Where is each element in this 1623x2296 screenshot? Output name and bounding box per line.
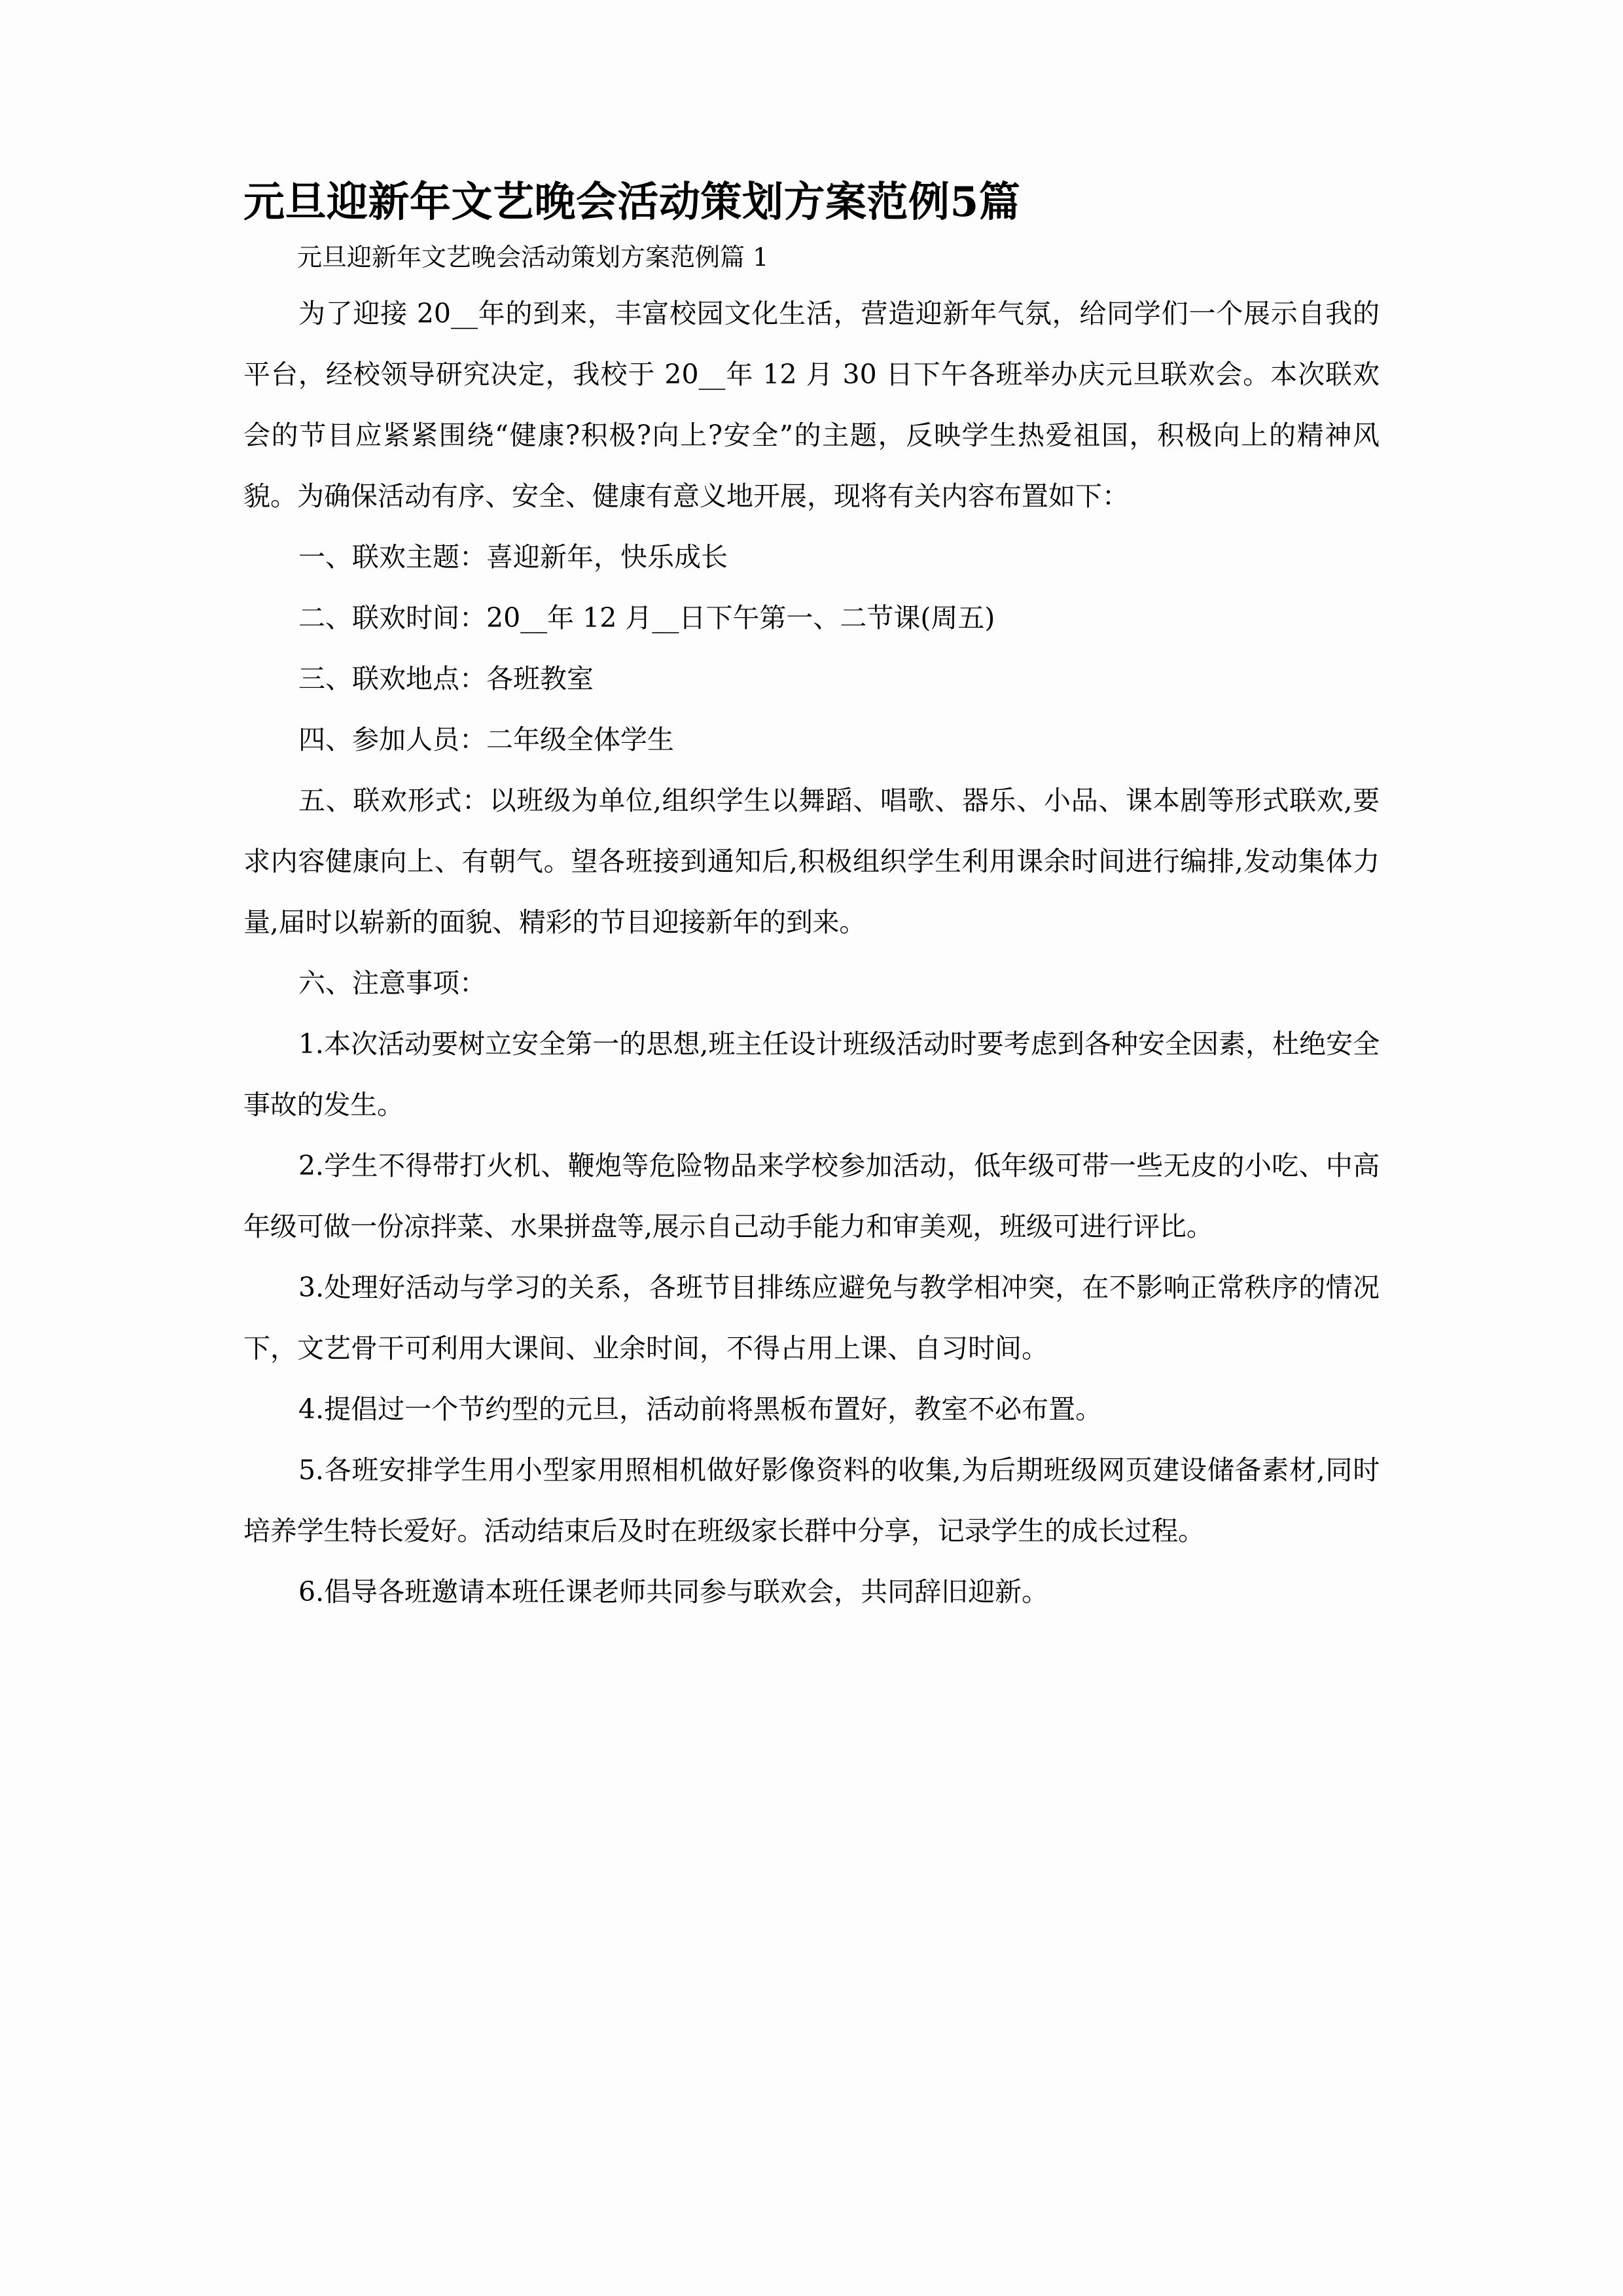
- paragraph-format: 五、联欢形式：以班级为单位,组织学生以舞蹈、唱歌、器乐、小品、课本剧等形式联欢,要求内容健康向上、有朝气。望各班接到通知后,积极组织学生利用课余时间进行编排,发动集体力量,届时以崭新的面貌、精彩的节目迎接新年的到来。: [243, 785, 1380, 939]
- paragraph-time: 二、联欢时间：20__年 12 月__日下午第一、二节课(周五): [298, 602, 995, 634]
- document-subtitle: 元旦迎新年文艺晚会活动策划方案范例篇 1: [297, 242, 769, 272]
- paragraph-note-4: 4.提倡过一个节约型的元旦，活动前将黑板布置好，教室不必布置。: [298, 1393, 1103, 1426]
- paragraph-note-1: 1.本次活动要树立安全第一的思想,班主任设计班级活动时要考虑到各种安全因素，杜绝安全事故的发生。: [243, 1028, 1380, 1121]
- paragraph-note-6: 6.倡导各班邀请本班任课老师共同参与联欢会，共同辞旧迎新。: [298, 1576, 1049, 1608]
- paragraph-note-3: 3.处理好活动与学习的关系，各班节目排练应避免与教学相冲突，在不影响正常秩序的情况下，文艺骨干可利用大课间、业余时间，不得占用上课、自习时间。: [243, 1272, 1380, 1365]
- paragraph-location: 三、联欢地点：各班教室: [298, 663, 594, 695]
- paragraph-notes-heading: 六、注意事项：: [298, 967, 486, 999]
- paragraph-note-2: 2.学生不得带打火机、鞭炮等危险物品来学校参加活动，低年级可带一些无皮的小吃、中高年级可做一份凉拌菜、水果拼盘等,展示自己动手能力和审美观，班级可进行评比。: [243, 1150, 1380, 1243]
- page-title: 元旦迎新年文艺晚会活动策划方案范例5篇: [243, 177, 1021, 226]
- paragraph-note-5: 5.各班安排学生用小型家用照相机做好影像资料的收集,为后期班级网页建设储备素材,同时培养学生特长爱好。活动结束后及时在班级家长群中分享，记录学生的成长过程。: [243, 1454, 1380, 1547]
- paragraph-intro: 为了迎接 20__年的到来，丰富校园文化生活，营造迎新年气氛，给同学们一个展示自我的平台，经校领导研究决定，我校于 20__年 12 月 30 日下午各班举办庆元旦联欢会。本次联欢会的节目应紧紧围绕“健康?积极?向上?安全”的主题，反映学生热爱祖国，积极向上的精神风貌。为确保活动有序、安全、健康有意义地开展，现将有关内容布置如下：: [243, 298, 1380, 512]
- paragraph-attendees: 四、参加人员：二年级全体学生: [298, 724, 674, 756]
- document-content: [243, 177, 1380, 1623]
- paragraph-theme: 一、联欢主题：喜迎新年，快乐成长: [298, 541, 728, 573]
